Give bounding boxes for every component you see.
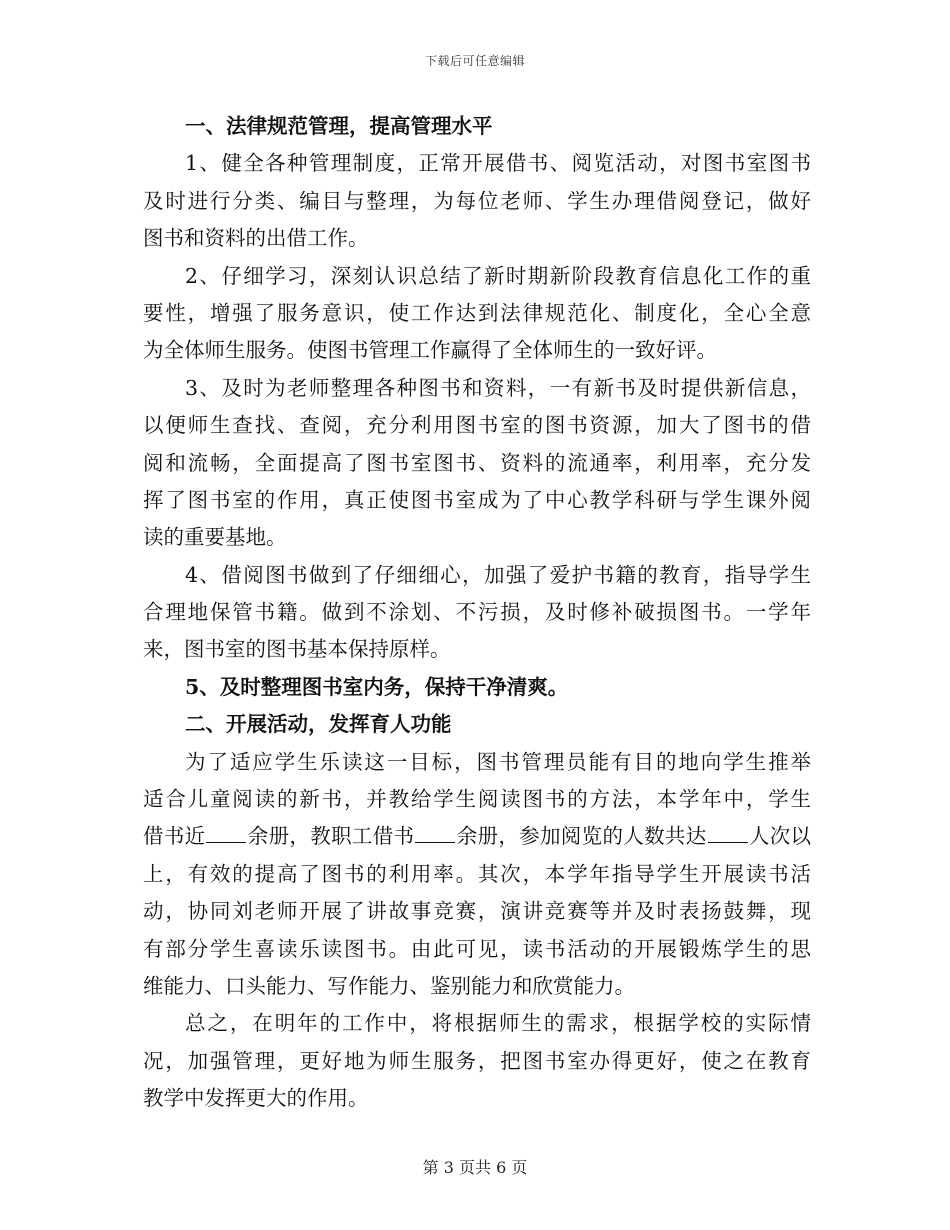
fill-in-blank xyxy=(415,824,455,843)
paragraph-line: 上，有效的提高了图书的利用率。其次，本学年指导学生开展读书活 xyxy=(143,861,811,886)
fill-in-blank xyxy=(206,824,246,843)
paragraph-line: 总之，在明年的工作中，将根据师生的需求，根据学校的实际情 xyxy=(185,1011,811,1036)
paragraph-line: 读的重要基地。 xyxy=(143,525,287,550)
paragraph-4 xyxy=(143,557,811,669)
paragraph-line: 况，加强管理，更好地为师生服务，把图书室办得更好，使之在教育 xyxy=(143,1048,811,1073)
paragraph-line: 维能力、口头能力、写作能力、鉴别能力和欣赏能力。 xyxy=(143,973,635,998)
paragraph-line: 合理地保管书籍。做到不涂划、不污损，及时修补破损图书。一学年 xyxy=(143,600,811,625)
paragraph-line: 及时进行分类、编目与整理，为每位老师、学生办理借阅登记，做好 xyxy=(143,188,811,213)
text-fragment: 借书近 xyxy=(143,824,206,849)
paragraph-1 xyxy=(143,145,811,257)
paragraph-line: 图书和资料的出借工作。 xyxy=(143,226,369,251)
paragraph-line: 以便师生查找、查阅，充分利用图书室的图书资源，加大了图书的借 xyxy=(143,413,811,438)
paragraph-line-with-blanks xyxy=(143,818,811,855)
text-fragment: 余册，教职工借书 xyxy=(247,824,415,849)
paragraph-line: 1、健全各种管理制度，正常开展借书、阅览活动，对图书室图书 xyxy=(185,151,811,176)
paragraph-line: 适合儿童阅读的新书，并教给学生阅读图书的方法，本学年中，学生 xyxy=(143,787,811,812)
text-fragment: 余册，参加阅览的人数共达 xyxy=(456,824,707,849)
paragraph-5-bold: 5、及时整理图书室内务，保持干净清爽。 xyxy=(185,674,569,699)
section-heading-1: 一、法律规范管理，提高管理水平 xyxy=(185,114,493,138)
paragraph-line: 要性，增强了服务意识，使工作达到法律规范化、制度化，全心全意 xyxy=(143,300,811,325)
paragraph-line: 教学中发挥更大的作用。 xyxy=(143,1086,369,1111)
text-fragment: 人次以 xyxy=(748,824,812,849)
document-body xyxy=(143,108,811,1118)
paragraph-line: 3、及时为老师整理各种图书和资料，一有新书及时提供新信息， xyxy=(185,375,811,400)
paragraph-7 xyxy=(143,1005,811,1117)
paragraph-line: 为了适应学生乐读这一目标，图书管理员能有目的地向学生推举 xyxy=(185,749,811,774)
paragraph-line: 为全体师生服务。使图书管理工作赢得了全体师生的一致好评。 xyxy=(143,338,717,363)
page-footer: 第 3 页共 6 页 xyxy=(422,1158,528,1177)
paragraph-3 xyxy=(143,370,811,557)
paragraph-line: 挥了图书室的作用，真正使图书室成为了中心教学科研与学生课外阅 xyxy=(143,487,811,512)
paragraph-6 xyxy=(143,744,811,1006)
paragraph-line: 2、仔细学习，深刻认识总结了新时期新阶段教育信息化工作的重 xyxy=(185,263,811,288)
paragraph-line: 阅和流畅，全面提高了图书室图书、资料的流通率，利用率，充分发 xyxy=(143,450,811,475)
paragraph-line: 4、借阅图书做到了仔细细心，加强了爱护书籍的教育，指导学生 xyxy=(185,562,811,587)
page-header: 下载后可任意编辑 xyxy=(424,54,525,68)
paragraph-line: 动，协同刘老师开展了讲故事竞赛，演讲竞赛等并及时表扬鼓舞，现 xyxy=(143,899,811,924)
paragraph-line: 来，图书室的图书基本保持原样。 xyxy=(143,637,451,662)
fill-in-blank xyxy=(708,824,748,843)
section-heading-2: 二、开展活动，发挥育人功能 xyxy=(185,712,452,737)
paragraph-line: 有部分学生喜读乐读图书。由此可见，读书活动的开展锻炼学生的思 xyxy=(143,936,811,961)
paragraph-2 xyxy=(143,258,811,370)
